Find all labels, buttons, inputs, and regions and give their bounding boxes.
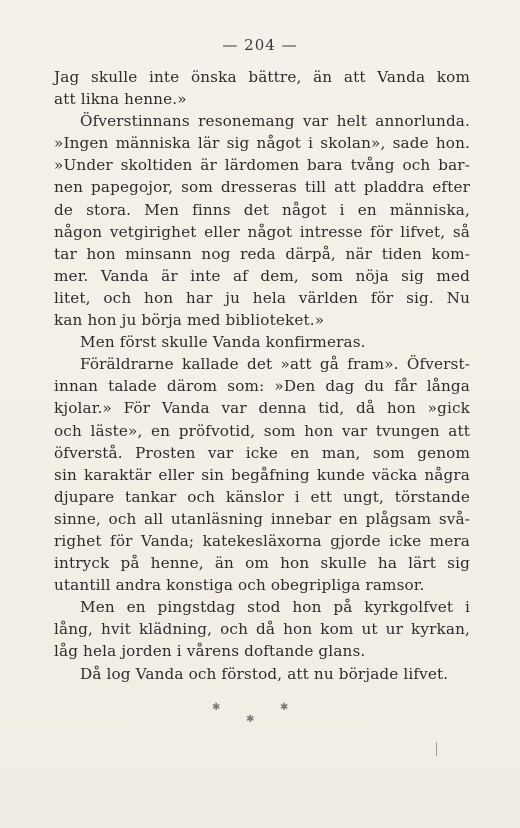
- text-line: Då log Vanda och förstod, att nu började lifvet.: [80, 664, 449, 683]
- text-line: utantill andra konstiga och obegripliga ramsor.: [54, 576, 425, 595]
- text-line: mer. Vanda är inte af dem, som nöja sig med: [54, 266, 470, 285]
- text-line: tar hon minsann nog reda därpå, när tiden kom-: [54, 244, 470, 263]
- text-line: nen papegojor, som dresseras till att pladdra efter: [54, 178, 470, 197]
- page-number: — 204 —: [222, 36, 298, 54]
- text-line: någon vetgirighet eller något intresse för lifvet, så: [54, 222, 470, 241]
- text-line: öfverstå. Prosten var icke en man, som genom: [54, 443, 470, 462]
- text-line: kan hon ju börja med biblioteket.»: [54, 311, 325, 330]
- text-line: righet för Vanda; katekesläxorna gjorde icke mera: [54, 531, 470, 550]
- text-line: de stora. Men finns det något i en människa,: [54, 200, 470, 219]
- text-line: »Under skoltiden är lärdomen bara tvång och bar-: [54, 156, 470, 175]
- separator-asterisk-left: ✱: [212, 702, 221, 713]
- text-line: Men först skulle Vanda konfirmeras.: [80, 333, 366, 352]
- text-line: intryck på henne, än om hon skulle ha lärt sig: [54, 554, 470, 573]
- text-line: sin karaktär eller sin begåfning kunde väcka några: [54, 465, 470, 484]
- paper-speck: [436, 742, 437, 756]
- text-line: Jag skulle inte önska bättre, än att Vanda kom: [54, 68, 470, 86]
- text-line: kjolar.» För Vanda var denna tid, då hon »gick: [54, 399, 470, 418]
- text-line: och läste», en pröfvotid, som hon var tvungen att: [54, 421, 470, 440]
- separator-asterisk-right: ✱: [280, 702, 289, 713]
- text-line: Men en pingstdag stod hon på kyrkgolfvet i: [80, 598, 470, 617]
- text-line: Föräldrarne kallade det »att gå fram». Öfverst-: [80, 355, 470, 374]
- text-line: »Ingen människa lär sig något i skolan», sade hon.: [54, 134, 470, 153]
- text-line: Öfverstinnans resonemang var helt annorlunda.: [80, 112, 470, 131]
- text-line: att likna henne.»: [54, 90, 187, 109]
- separator-asterisk-bottom: ✱: [246, 714, 255, 725]
- section-separator: [200, 698, 300, 728]
- text-line: lång, hvit klädning, och då hon kom ut ur kyrkan,: [54, 620, 470, 639]
- text-line: litet, och hon har ju hela världen för sig. Nu: [54, 288, 470, 307]
- text-line: innan talade därom som: »Den dag du får långa: [54, 377, 470, 396]
- text-line: djupare tankar och känslor i ett ungt, törstande: [54, 487, 470, 506]
- body-text: [54, 66, 470, 685]
- text-line: låg hela jorden i vårens doftande glans.: [54, 642, 366, 661]
- text-line: sinne, och all utanläsning innebar en plågsam svå-: [54, 509, 470, 528]
